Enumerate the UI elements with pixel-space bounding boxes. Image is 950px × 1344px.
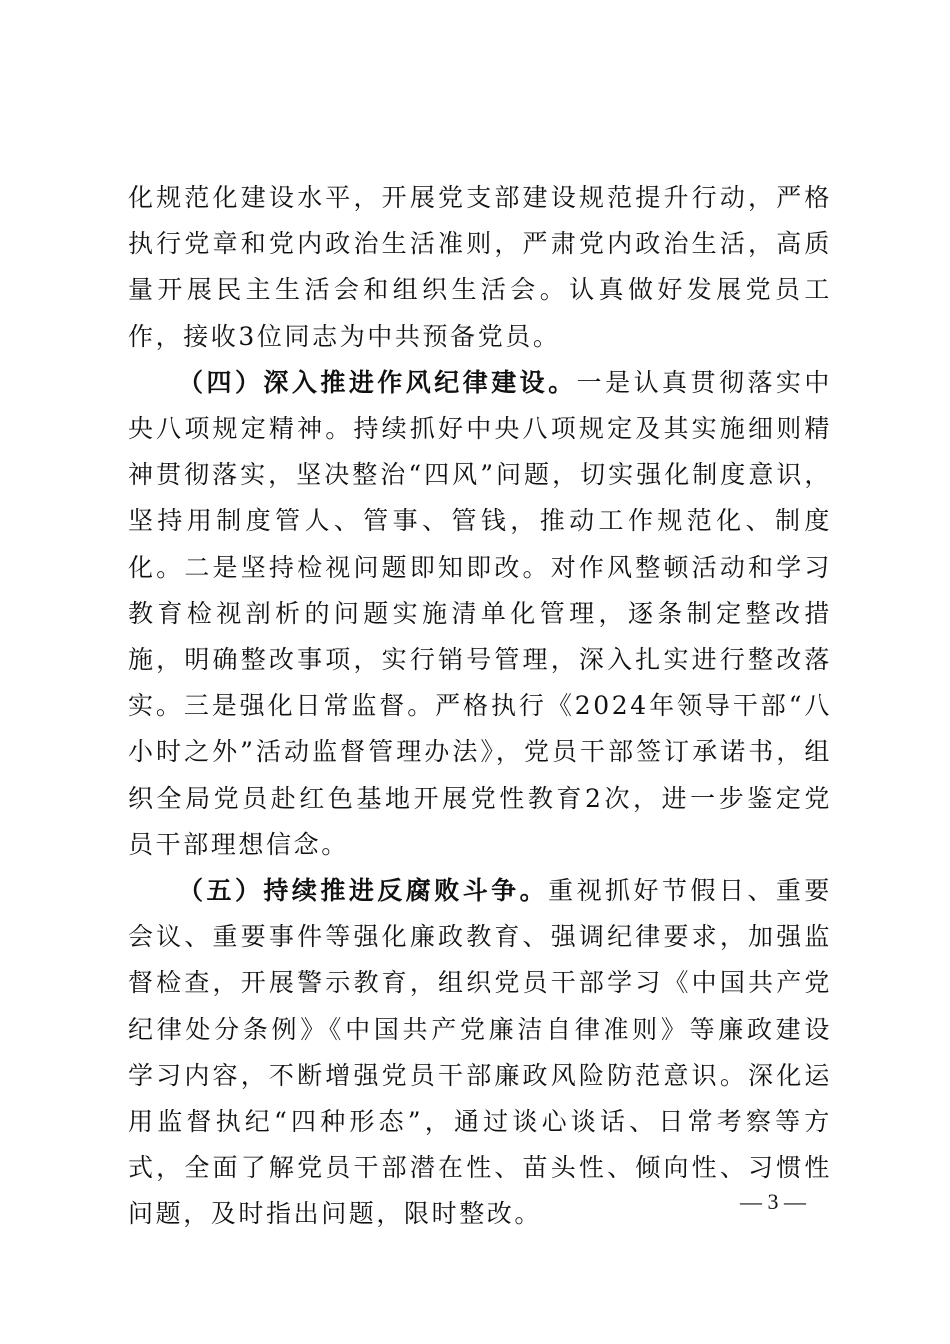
section-heading-5: （五）持续推进反腐败斗争。 [178,876,549,906]
paragraph-continuation [128,175,832,360]
paragraph-text: 重视抓好节假日、重要会议、重要事件等强化廉政教育、强调纪律要求，加强监督检查，开展警示教育，组织党员干部学习《中国共产党纪律处分条例》《中国共产党廉洁自律准则》等廉政建设学习内容，不断增强党员干部廉政风险防范意识。深化运用监督执纪“四种形态”，通过谈心谈话、日常考察等方式，全面了解党员干部潜在性、苗头性、倾向性、习惯性问题，及时指出问题，限时整改。 [128,876,832,1229]
paragraph-section-4 [128,360,832,868]
document-body [128,175,832,1238]
paragraph-text: 一是认真贯彻落实中央八项规定精神。持续抓好中央八项规定及其实施细则精神贯彻落实，坚决整治“四风”问题，切实强化制度意识，坚持用制度管人、管事、管钱，推动工作规范化、制度化。二是坚持检视问题即知即改。对作风整顿活动和学习教育检视剖析的问题实施清单化管理，逐条制定整改措施，明确整改事项，实行销号管理，深入扎实进行整改落实。三是强化日常监督。严格执行《2024年领导干部“八小时之外”活动监督管理办法》，党员干部签订承诺书，组织全局党员赴红色基地开展党性教育2次，进一步鉴定党员干部理想信念。 [128,367,833,859]
section-heading-4: （四）深入推进作风纪律建设。 [178,367,577,397]
page-number: — 3 — [740,1189,806,1214]
paragraph-text: 化规范化建设水平，开展党支部建设规范提升行动，严格执行党章和党内政治生活准则，严肃党内政治生活，高质量开展民主生活会和组织生活会。认真做好发展党员工作，接收3位同志为中共预备党员。 [128,183,832,351]
paragraph-section-5 [128,868,832,1238]
